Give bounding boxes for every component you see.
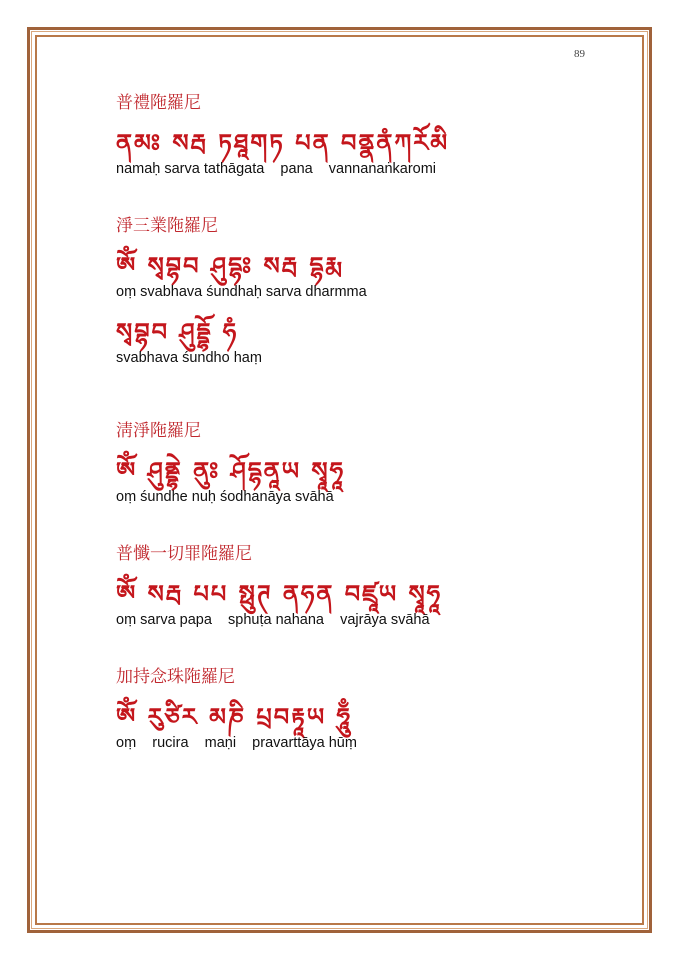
page-number: 89: [574, 48, 585, 60]
transliteration-line: oṃ svabhava śundhaḥ sarva dharmma: [116, 284, 367, 300]
transliteration-line: namaḥ sarva tathāgata pana vannanaṅkaromi: [116, 161, 437, 177]
section-heading: 普禮陁羅尼: [116, 93, 201, 113]
transliteration-line: oṃ sarva papa sphuṭa nahana vajrāya svāhā: [116, 612, 430, 628]
siddham-line: སྭབྷབ ཤུདྡྷོ ཧཾ: [116, 317, 239, 346]
transliteration-line: oṃ śundhe nuḥ śodhanāya svāhā: [116, 489, 334, 505]
section-heading: 普懺一切罪陁羅尼: [116, 544, 252, 564]
siddham-line: ནམཿ སརྦ ཏཐཱགཏ པན བནྣནཾཀརོམི: [116, 128, 450, 157]
section-purify-three-karmas-dharani: [116, 215, 616, 367]
section-purification-dharani: [116, 420, 616, 506]
transliteration-line: oṃ rucira maṇi pravarttāya hūṃ: [116, 735, 357, 751]
section-universal-repentance-dharani: [116, 543, 616, 629]
section-heading: 淨三業陁羅尼: [116, 216, 218, 236]
siddham-line: ཨོཾ སྭབྷབ ཤུདྷཿ སརྦ དྷརྨ: [116, 251, 345, 280]
section-heading: 加持念珠陁羅尼: [116, 667, 235, 687]
section-heading: 淸淨陁羅尼: [116, 421, 201, 441]
transliteration-line: svabhava śundho haṃ: [116, 350, 262, 366]
siddham-line: ཨོཾ རུཙིར མཎི པྲབརྟཱཡ ཧཱུྃ: [116, 702, 352, 731]
siddham-line: ཨོཾ ཤུནྡྷེ ནུཿ ཤོདྷནཱཡ སྭཱཧཱ: [116, 456, 346, 485]
section-rosary-blessing-dharani: [116, 666, 616, 752]
section-universal-salutation-dharani: [116, 92, 616, 178]
siddham-line: ཨོཾ སརྦ པཔ སྥུཊ ནཧན བཛྲཱཡ སྭཱཧཱ: [116, 579, 443, 608]
